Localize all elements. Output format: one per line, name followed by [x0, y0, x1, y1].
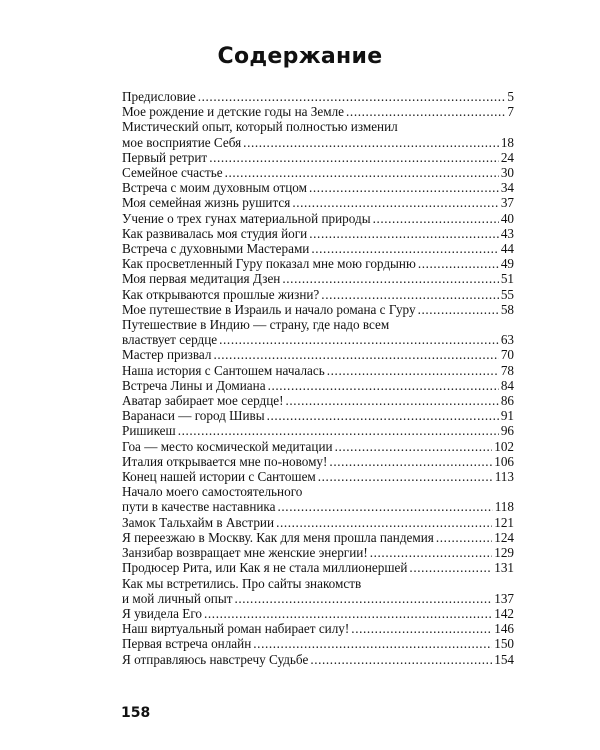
- toc-entry: [122, 241, 514, 256]
- dot-leader: [276, 515, 492, 530]
- toc-entry-line: [122, 530, 514, 545]
- toc-entry: [122, 636, 514, 651]
- dot-leader: [178, 423, 499, 438]
- toc-entry: [122, 271, 514, 286]
- toc-entry-line: [122, 195, 514, 210]
- toc-entry-page: 150: [494, 636, 514, 652]
- toc-entry-title-line: Путешествие в Индию — страну, где надо всем: [122, 317, 390, 333]
- toc-entry-page: 51: [500, 271, 514, 287]
- dot-leader: [436, 530, 492, 545]
- toc-entry-page: 49: [500, 256, 514, 272]
- toc-entry-title: пути в качестве наставника: [122, 499, 276, 515]
- toc-entry-line: [122, 332, 514, 347]
- toc-entry-page: 43: [500, 225, 514, 241]
- toc-entry-line: [122, 180, 514, 195]
- toc-entry: [122, 560, 514, 575]
- dot-leader: [351, 621, 492, 636]
- toc-entry-title: Варанаси — город Шивы: [122, 408, 265, 424]
- toc-entry: [122, 165, 514, 180]
- toc-entry-page: 142: [494, 605, 514, 621]
- toc-entry-title: Моя первая медитация Дзен: [122, 271, 281, 287]
- toc-entry-title: Моя семейная жизнь рушится: [122, 195, 291, 211]
- toc-entry-title: Я увидела Его: [122, 605, 202, 621]
- toc-entry: [122, 652, 514, 667]
- toc-entry-line: [122, 591, 514, 606]
- dot-leader: [209, 150, 499, 165]
- toc-entry: [122, 576, 514, 606]
- toc-entry: [122, 378, 514, 393]
- toc-entry-title: и мой личный опыт: [122, 590, 233, 606]
- toc-entry-page: 44: [500, 241, 514, 257]
- toc-entry: [122, 469, 514, 484]
- toc-entry-title-line: Начало моего самостоятельного: [122, 484, 303, 500]
- dot-leader: [213, 347, 498, 362]
- toc-entry-line: [122, 408, 514, 423]
- toc-entry: [122, 302, 514, 317]
- toc-entry-line: [122, 256, 514, 271]
- toc-entry-title: Замок Тальхайм в Австрии: [122, 514, 275, 530]
- toc-entry-page: 121: [494, 514, 514, 530]
- toc-entry: [122, 287, 514, 302]
- toc-entry: [122, 439, 514, 454]
- toc-entry-page: 30: [500, 165, 514, 181]
- dot-leader: [282, 271, 498, 286]
- toc-entry-page: 113: [494, 469, 514, 485]
- dot-leader: [327, 363, 499, 378]
- toc-entry-line: [122, 241, 514, 256]
- toc-entry-line: [122, 560, 514, 575]
- toc-entry-page: 91: [500, 408, 514, 424]
- page-title: Содержание: [217, 44, 383, 69]
- toc-entry-title: Как просветленный Гуру показал мне мою гордыню: [122, 256, 416, 272]
- toc-entry-title: властвует сердце: [122, 332, 218, 348]
- toc-entry: [122, 393, 514, 408]
- toc-entry-page: 40: [500, 210, 514, 226]
- dot-leader: [292, 195, 498, 210]
- toc-entry-title: Как открываются прошлые жизни?: [122, 286, 320, 302]
- toc-entry-page: 55: [500, 286, 514, 302]
- toc-entry-page: 34: [500, 180, 514, 196]
- page-number: 158: [121, 705, 151, 721]
- toc-entry-title: мое восприятие Себя: [122, 134, 242, 150]
- toc-entry-line: [122, 652, 514, 667]
- dot-leader: [309, 226, 499, 241]
- dot-leader: [243, 135, 499, 150]
- toc-entry-line: [122, 499, 514, 514]
- toc-entry-page: 84: [500, 377, 514, 393]
- toc-entry-line: [122, 150, 514, 165]
- toc-entry-page: 70: [500, 347, 514, 363]
- toc-entry: [122, 515, 514, 530]
- toc-entry: [122, 363, 514, 378]
- toc-entry-title: Я отправляюсь навстречу Судьбе: [122, 651, 309, 667]
- toc-entry-title: Наш виртуальный роман набирает силу!: [122, 621, 350, 637]
- toc-entry-title: Мое путешествие в Израиль и начало романа с Гуру: [122, 301, 416, 317]
- toc-entry: [122, 347, 514, 362]
- toc-entry-page: 18: [500, 134, 514, 150]
- toc-entry-page: 131: [494, 560, 514, 576]
- dot-leader: [346, 104, 505, 119]
- toc-entry-page: 102: [494, 438, 514, 454]
- toc-entry-title: Ришикеш: [122, 423, 176, 439]
- toc-entry-page: 129: [494, 545, 514, 561]
- dot-leader: [318, 469, 493, 484]
- toc-entry-title-line: Как мы встретились. Про сайты знакомств: [122, 575, 362, 591]
- toc-entry-title: Как развивалась моя студия йоги: [122, 225, 308, 241]
- toc-entry-title: Мое рождение и детские годы на Земле: [122, 104, 345, 120]
- toc-entry-line: [122, 545, 514, 560]
- toc-entry: [122, 530, 514, 545]
- toc-entry-page: 146: [494, 621, 514, 637]
- toc-entry-page: 63: [500, 332, 514, 348]
- dot-leader: [286, 393, 499, 408]
- toc-entry-page: 137: [494, 590, 514, 606]
- toc-entry: [122, 545, 514, 560]
- table-of-contents: [122, 89, 514, 667]
- toc-entry-title: Конец нашей истории с Сантошем: [122, 469, 316, 485]
- toc-entry: [122, 104, 514, 119]
- toc-entry-line: [122, 287, 514, 302]
- toc-entry-title: Встреча с моим духовным отцом: [122, 180, 307, 196]
- toc-entry-title: Предисловие: [122, 89, 196, 104]
- toc-entry-line: [122, 378, 514, 393]
- dot-leader: [311, 241, 498, 256]
- toc-entry: [122, 211, 514, 226]
- toc-entry: [122, 621, 514, 636]
- toc-entry-title: Первый ретрит: [122, 149, 208, 165]
- dot-leader: [253, 636, 492, 651]
- toc-entry-line: [122, 226, 514, 241]
- toc-entry-line: [122, 89, 514, 104]
- toc-entry-page: 7: [507, 104, 514, 120]
- toc-entry-title: Италия открывается мне по-новому!: [122, 453, 328, 469]
- toc-entry-title-line: Мистический опыт, который полностью изменил: [122, 119, 398, 135]
- dot-leader: [204, 606, 492, 621]
- toc-entry-page: 24: [500, 149, 514, 165]
- toc-entry-title: Семейное счастье: [122, 165, 223, 181]
- toc-entry-line: [122, 423, 514, 438]
- toc-entry-line: [122, 363, 514, 378]
- toc-entry-title: Первая встреча онлайн: [122, 636, 252, 652]
- dot-leader: [219, 332, 499, 347]
- dot-leader: [268, 378, 499, 393]
- toc-entry-page: 154: [494, 651, 514, 667]
- toc-entry: [122, 180, 514, 195]
- toc-entry-page: 118: [494, 499, 514, 515]
- toc-entry-line: [122, 271, 514, 286]
- toc-entry: [122, 317, 514, 347]
- dot-leader: [278, 499, 493, 514]
- dot-leader: [234, 591, 492, 606]
- dot-leader: [409, 560, 492, 575]
- dot-leader: [418, 302, 499, 317]
- dot-leader: [198, 89, 506, 104]
- toc-entry-page: 124: [494, 529, 514, 545]
- dot-leader: [329, 454, 492, 469]
- toc-entry-line: [122, 606, 514, 621]
- dot-leader: [225, 165, 499, 180]
- toc-entry: [122, 454, 514, 469]
- toc-entry-line: [122, 439, 514, 454]
- toc-entry-title: Встреча с духовными Мастерами: [122, 241, 310, 257]
- dot-leader: [321, 287, 499, 302]
- toc-entry-page: 78: [500, 362, 514, 378]
- toc-entry: [122, 89, 514, 104]
- dot-leader: [418, 256, 499, 271]
- dot-leader: [267, 408, 499, 423]
- toc-entry-title: Занзибар возвращает мне женские энергии!: [122, 545, 368, 561]
- dot-leader: [373, 211, 499, 226]
- toc-entry-line: [122, 165, 514, 180]
- toc-entry-line: [122, 104, 514, 119]
- toc-entry-line: [122, 621, 514, 636]
- toc-entry-title: Наша история с Сантошем началась: [122, 362, 325, 378]
- toc-entry-title: Продюсер Рита, или Как я не стала миллионершей: [122, 560, 408, 576]
- dot-leader: [370, 545, 492, 560]
- toc-entry-title: Встреча Лины и Домиана: [122, 377, 266, 393]
- dot-leader: [309, 180, 499, 195]
- toc-entry-page: 96: [500, 423, 514, 439]
- dot-leader: [310, 652, 492, 667]
- toc-entry-title: Аватар забирает мое сердце!: [122, 393, 284, 409]
- toc-entry-line: [122, 302, 514, 317]
- toc-entry-line: [122, 347, 514, 362]
- toc-entry: [122, 423, 514, 438]
- toc-entry-title: Гоа — место космической медитации: [122, 438, 333, 454]
- toc-entry: [122, 119, 514, 149]
- toc-entry-line: [122, 469, 514, 484]
- toc-entry-line: [122, 211, 514, 226]
- dot-leader: [335, 439, 493, 454]
- toc-entry-line: [122, 515, 514, 530]
- toc-entry-page: 106: [494, 453, 514, 469]
- toc-entry: [122, 150, 514, 165]
- toc-entry: [122, 195, 514, 210]
- toc-entry-page: 37: [500, 195, 514, 211]
- toc-entry-line: [122, 636, 514, 651]
- toc-entry: [122, 226, 514, 241]
- toc-entry-line: [122, 454, 514, 469]
- toc-entry-title: Учение о трех гунах материальной природы: [122, 210, 371, 226]
- toc-entry: [122, 484, 514, 514]
- toc-entry-page: 86: [500, 393, 514, 409]
- toc-entry-line: [122, 135, 514, 150]
- toc-entry: [122, 606, 514, 621]
- toc-entry: [122, 408, 514, 423]
- toc-entry-page: 5: [507, 89, 514, 104]
- toc-entry-title: Я переезжаю в Москву. Как для меня прошла пандемия: [122, 529, 434, 545]
- toc-entry-line: [122, 393, 514, 408]
- toc-entry: [122, 256, 514, 271]
- toc-entry-title: Мастер призвал: [122, 347, 212, 363]
- toc-entry-page: 58: [500, 301, 514, 317]
